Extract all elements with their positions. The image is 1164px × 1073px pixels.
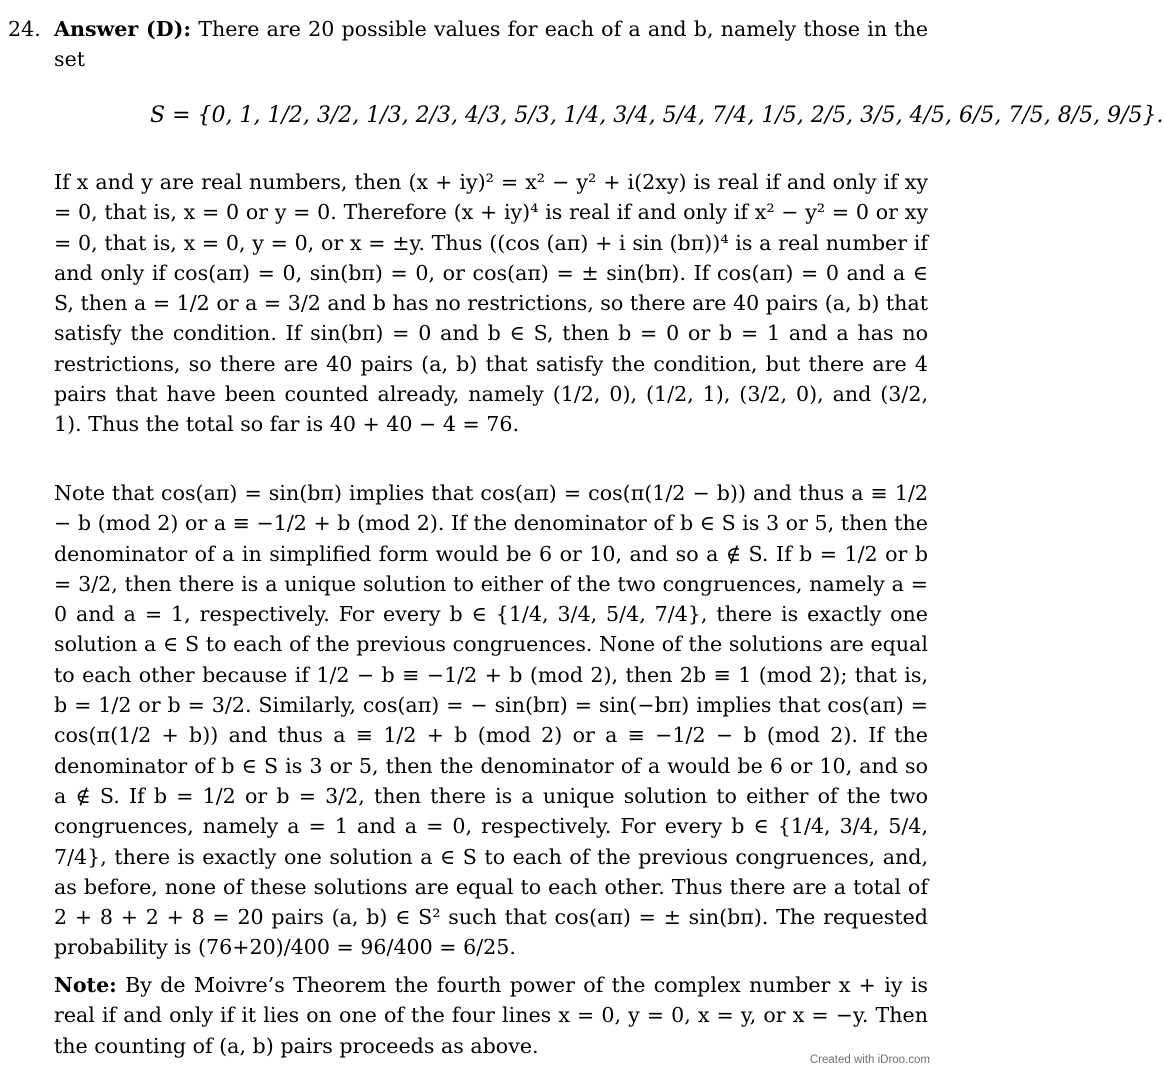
note-text: By de Moivre’s Theorem the fourth power of the complex number x + iy is real if and only if it lies on one of the four lines x = 0, y = 0, x = y, or x = −y. Then the counting of (a, b) pairs proceeds as above.	[54, 973, 928, 1058]
set-equation: S = {0, 1, 1/2, 3/2, 1/3, 2/3, 4/3, 5/3, 1/4, 3/4, 5/4, 7/4, 1/5, 2/5, 3/5, 4/5, 6/5, 7/5, 8/5, 9/5}.	[150, 103, 1164, 128]
problem-number: 24.	[8, 17, 41, 41]
note-paragraph	[54, 970, 928, 1062]
note-label: Note:	[54, 973, 117, 997]
paragraph-2: Note that cos(aπ) = sin(bπ) implies that cos(aπ) = cos(π(1/2 − b)) and thus a ≡ 1/2 − b (mod 2) or a ≡ −1/2 + b (mod 2). If the denominator of b ∈ S is 3 or 5, then the denominator of a in simplified form would be 6 or 10, and so a ∉ S. If b = 1/2 or b = 3/2, then there is a unique solution to either of the two congruences, namely a = 0 and a = 1, respectively. For every b ∈ {1/4, 3/4, 5/4, 7/4}, there is exactly one solution a ∈ S to each of the previous congruences. None of the solutions are equal to each other because if 1/2 − b ≡ −1/2 + b (mod 2), then 2b ≡ 1 (mod 2); that is, b = 1/2 or b = 3/2. Similarly, cos(aπ) = − sin(bπ) = sin(−bπ) implies that cos(aπ) = cos(π(1/2 + b)) and thus a ≡ 1/2 + b (mod 2) or a ≡ −1/2 − b (mod 2). If the denominator of b ∈ S is 3 or 5, then the denominator of a would be 6 or 10, and so a ∉ S. If b = 1/2 or b = 3/2, then there is a unique solution to either of the two congruences, namely a = 1 and a = 0, respectively. For every b ∈ {1/4, 3/4, 5/4, 7/4}, there is exactly one solution a ∈ S to each of the previous congruences, and, as before, none of these solutions are equal to each other. Thus there are a total of 2 + 8 + 2 + 8 = 20 pairs (a, b) ∈ S² such that cos(aπ) = ± sin(bπ). The requested probability is (76+20)/400 = 96/400 = 6/25.	[54, 481, 928, 960]
answer-label: Answer (D):	[54, 17, 191, 41]
paragraph-1: If x and y are real numbers, then (x + iy)² = x² − y² + i(2xy) is real if and only if xy = 0, that is, x = 0 or y = 0. Therefore (x + iy)⁴ is real if and only if x² − y² = 0 or xy = 0, that is, x = 0, y = 0, or x = ±y. Thus ((cos (aπ) + i sin (bπ))⁴ is a real number if and only if cos(aπ) = 0, sin(bπ) = 0, or cos(aπ) = ± sin(bπ). If cos(aπ) = 0 and a ∈ S, then a = 1/2 or a = 3/2 and b has no restrictions, so there are 40 pairs (a, b) that satisfy the condition. If sin(bπ) = 0 and b ∈ S, then b = 0 or b = 1 and a has no restrictions, so there are 40 pairs (a, b) that satisfy the condition, but there are 4 pairs that have been counted already, namely (1/2, 0), (1/2, 1), (3/2, 0), and (3/2, 1). Thus the total so far is 40 + 40 − 4 = 76.	[54, 170, 928, 437]
watermark-text: Created with iDroo.com	[809, 1054, 930, 1066]
problem-intro	[8, 14, 929, 76]
intro-text: There are 20 possible values for each of a and b, namely those in the set	[54, 17, 929, 72]
set-equation-block	[150, 86, 1164, 146]
